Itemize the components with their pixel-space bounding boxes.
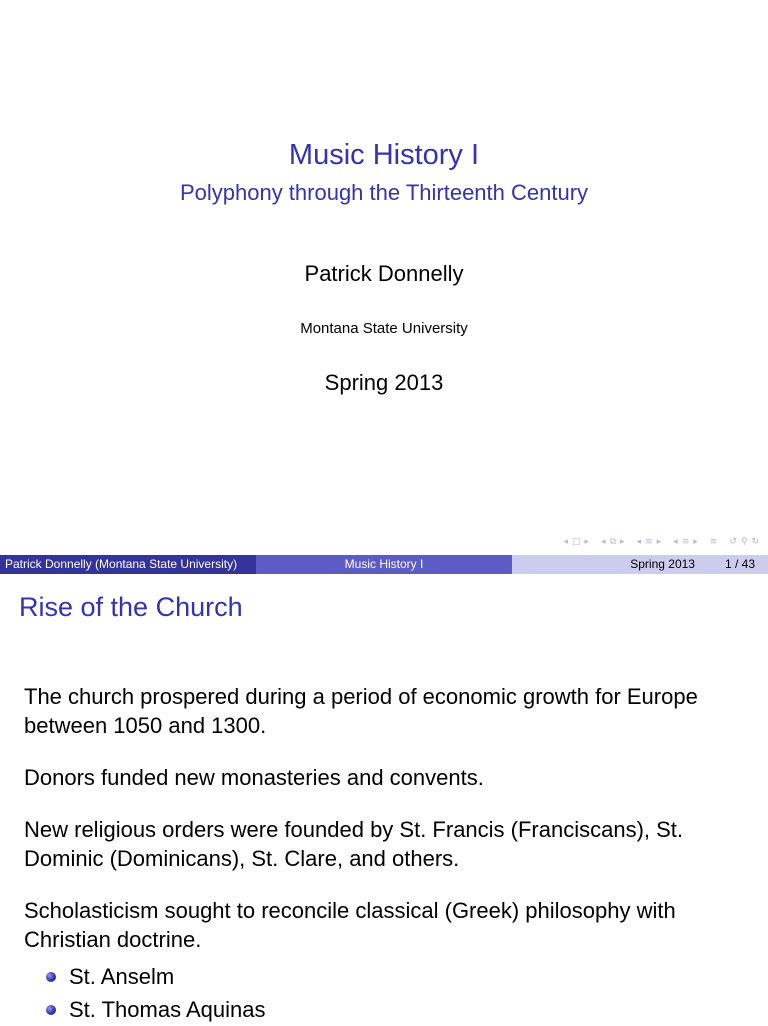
- nav-prev-slide-icon[interactable]: ◂: [563, 537, 568, 547]
- presentation-subtitle: Polyphony through the Thirteenth Century: [179, 180, 589, 205]
- presentation-author: Patrick Donnelly: [304, 261, 464, 286]
- nav-next-subsection-icon[interactable]: ▸: [656, 537, 662, 547]
- content-slide: [0, 575, 768, 1024]
- nav-next-frame-icon[interactable]: ▸: [620, 537, 625, 547]
- presentation-title: Music History I: [288, 139, 480, 171]
- presentation-date: Spring 2013: [324, 370, 444, 395]
- nav-search-icon[interactable]: ⚲: [740, 537, 748, 547]
- paragraph: The church prospered during a period of economic growth for Europe between 1050 and 1300.: [24, 684, 698, 738]
- nav-section-icon[interactable]: ≡: [681, 537, 690, 547]
- footline-title: Music History I: [256, 555, 512, 574]
- nav-slide-icon[interactable]: □: [572, 537, 581, 547]
- bullet-list: [24, 960, 744, 1026]
- nav-subsection-icon[interactable]: ≡: [645, 537, 653, 547]
- nav-forward-icon[interactable]: ↻: [751, 537, 759, 547]
- nav-prev-frame-icon[interactable]: ◂: [601, 537, 606, 547]
- footline: [0, 555, 768, 574]
- nav-back-icon[interactable]: ↺: [729, 537, 737, 547]
- paragraph: Donors funded new monasteries and convents.: [24, 765, 484, 790]
- list-item-text: St. Thomas Aquinas: [69, 997, 266, 1022]
- footline-date-page: [512, 555, 768, 574]
- footline-date: Spring 2013: [630, 557, 695, 571]
- nav-next-section-icon[interactable]: ▸: [693, 537, 698, 547]
- slide-body: [24, 682, 744, 1026]
- list-item: [46, 960, 744, 993]
- nav-prev-section-icon[interactable]: ◂: [673, 537, 678, 547]
- list-item: [46, 993, 744, 1026]
- nav-prev-subsection-icon[interactable]: ◂: [636, 537, 642, 547]
- nav-next-slide-icon[interactable]: ▸: [584, 537, 590, 547]
- footline-author: Patrick Donnelly (Montana State University): [0, 555, 256, 574]
- nav-document-icon[interactable]: ≡: [709, 537, 718, 547]
- paragraph: New religious orders were founded by St. Francis (Franciscans), St. Dominic (Dominicans), St. Clare, and others.: [24, 817, 684, 871]
- bullet-icon: [46, 1005, 56, 1015]
- frame-title: Rise of the Church: [19, 592, 243, 622]
- navigation-symbols: [562, 535, 760, 549]
- presentation-institute: Montana State University: [300, 320, 468, 337]
- nav-frame-icon[interactable]: ⧉: [609, 537, 617, 547]
- footline-page-number: 1 / 43: [724, 557, 755, 571]
- bullet-icon: [46, 972, 56, 982]
- list-item-text: St. Anselm: [69, 964, 175, 989]
- paragraph: Scholasticism sought to reconcile classical (Greek) philosophy with Christian doctrine.: [24, 898, 676, 952]
